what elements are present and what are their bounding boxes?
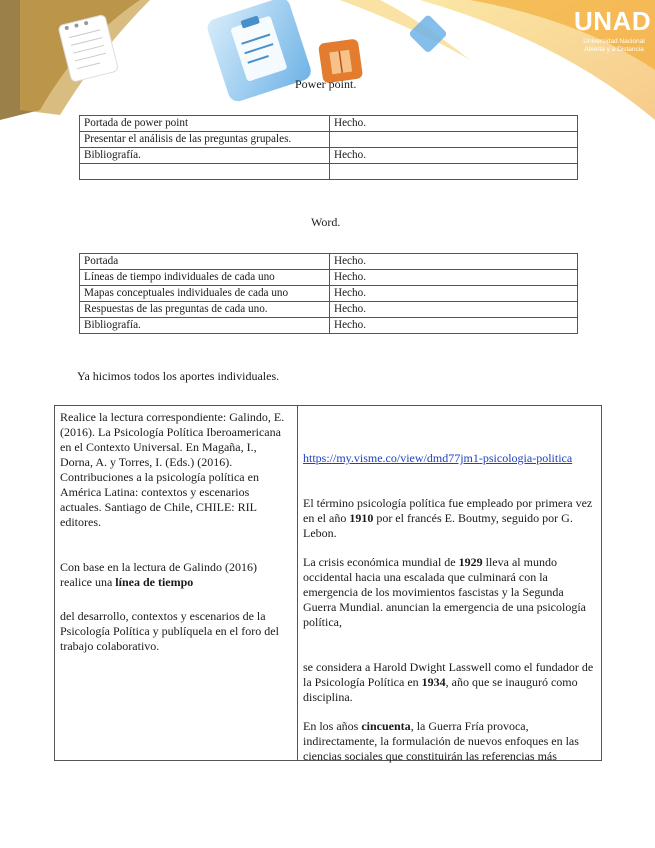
instruction-text: Con base en la lectura de Galindo (2016) realice una — [60, 560, 257, 589]
timeline-entry-1910: El término psicología política fue empleado por primera vez en el año 1910 por el francés E. Boutmy, seguido por G. Lebon. — [303, 496, 593, 540]
status-cell: Hecho. — [330, 318, 578, 334]
table-row — [80, 318, 578, 334]
logo-subtitle: Universidad Nacional Abierta y a Distancia — [583, 38, 645, 53]
task-cell: Mapas conceptuales individuales de cada uno — [80, 286, 330, 302]
status-cell — [330, 132, 578, 148]
task-cell: Bibliografía. — [80, 318, 330, 334]
logo-text: UNAD — [574, 6, 652, 36]
powerpoint-heading: Power point. — [295, 77, 357, 91]
timeline-entry-cincuenta: En los años cincuenta, la Guerra Fría provoca, indirectamente, la formulación de nuevos enfoques en las ciencias sociales que constituirán las referencias más — [303, 719, 579, 763]
header-banner — [0, 0, 655, 120]
table-row — [80, 132, 578, 148]
instruction-continuation: del desarrollo, contextos y escenarios de la Psicología Política y publíquela en el foro del trabajo colaborativo. — [60, 609, 279, 653]
task-cell: Respuestas de las preguntas de cada uno. — [80, 302, 330, 318]
timeline-instruction — [60, 560, 290, 590]
table-row — [80, 254, 578, 270]
activity-table — [54, 405, 602, 761]
column-divider — [297, 406, 298, 760]
task-cell: Portada de power point — [80, 116, 330, 132]
unad-logo — [574, 6, 652, 58]
status-cell: Hecho. — [330, 148, 578, 164]
table-row — [80, 164, 578, 180]
word-table — [79, 253, 578, 334]
timeline-entry-1934: se considera a Harold Dwight Lasswell como el fundador de la Psicología Política en 1934, año que se inauguró como disciplina. — [303, 660, 594, 704]
contributions-note: Ya hicimos todos los aportes individuales. — [77, 369, 280, 383]
table-row — [80, 302, 578, 318]
activity-timeline — [303, 410, 599, 764]
status-cell: Hecho. — [330, 254, 578, 270]
instruction-bold: línea de tiempo — [115, 575, 194, 589]
table-row — [80, 116, 578, 132]
table-row — [80, 270, 578, 286]
activity-instructions — [60, 410, 290, 654]
timeline-entry-1929: La crisis económica mundial de 1929 lleva al mundo occidental hacia una escalada que culminará con la emergencia de los movimientos fascistas y la Segunda Guerra Mundial. anuncian la emergencia de una psicología política, — [303, 555, 587, 629]
status-cell — [330, 164, 578, 180]
task-cell: Bibliografía. — [80, 148, 330, 164]
word-heading: Word. — [311, 215, 341, 229]
table-row — [80, 148, 578, 164]
task-cell — [80, 164, 330, 180]
visme-link[interactable]: https://my.visme.co/view/dmd77jm1-psicologia-politica — [303, 451, 573, 465]
status-cell: Hecho. — [330, 116, 578, 132]
task-cell: Presentar el análisis de las preguntas grupales. — [80, 132, 330, 148]
reading-reference: Realice la lectura correspondiente: Galindo, E. (2016). La Psicología Política Iberoamericana en el Contexto Universal. En Magaña, I., Dorna, A. y Torres, I. (Eds.) (2016). Contribuciones a la psicología política en América Latina: contextos y escenarios actuales. Santiago de Chile, CHILE: RIL editores. — [60, 410, 285, 529]
task-cell: Líneas de tiempo individuales de cada uno — [80, 270, 330, 286]
status-cell: Hecho. — [330, 270, 578, 286]
powerpoint-table — [79, 115, 578, 180]
task-cell: Portada — [80, 254, 330, 270]
table-row — [80, 286, 578, 302]
status-cell: Hecho. — [330, 302, 578, 318]
status-cell: Hecho. — [330, 286, 578, 302]
